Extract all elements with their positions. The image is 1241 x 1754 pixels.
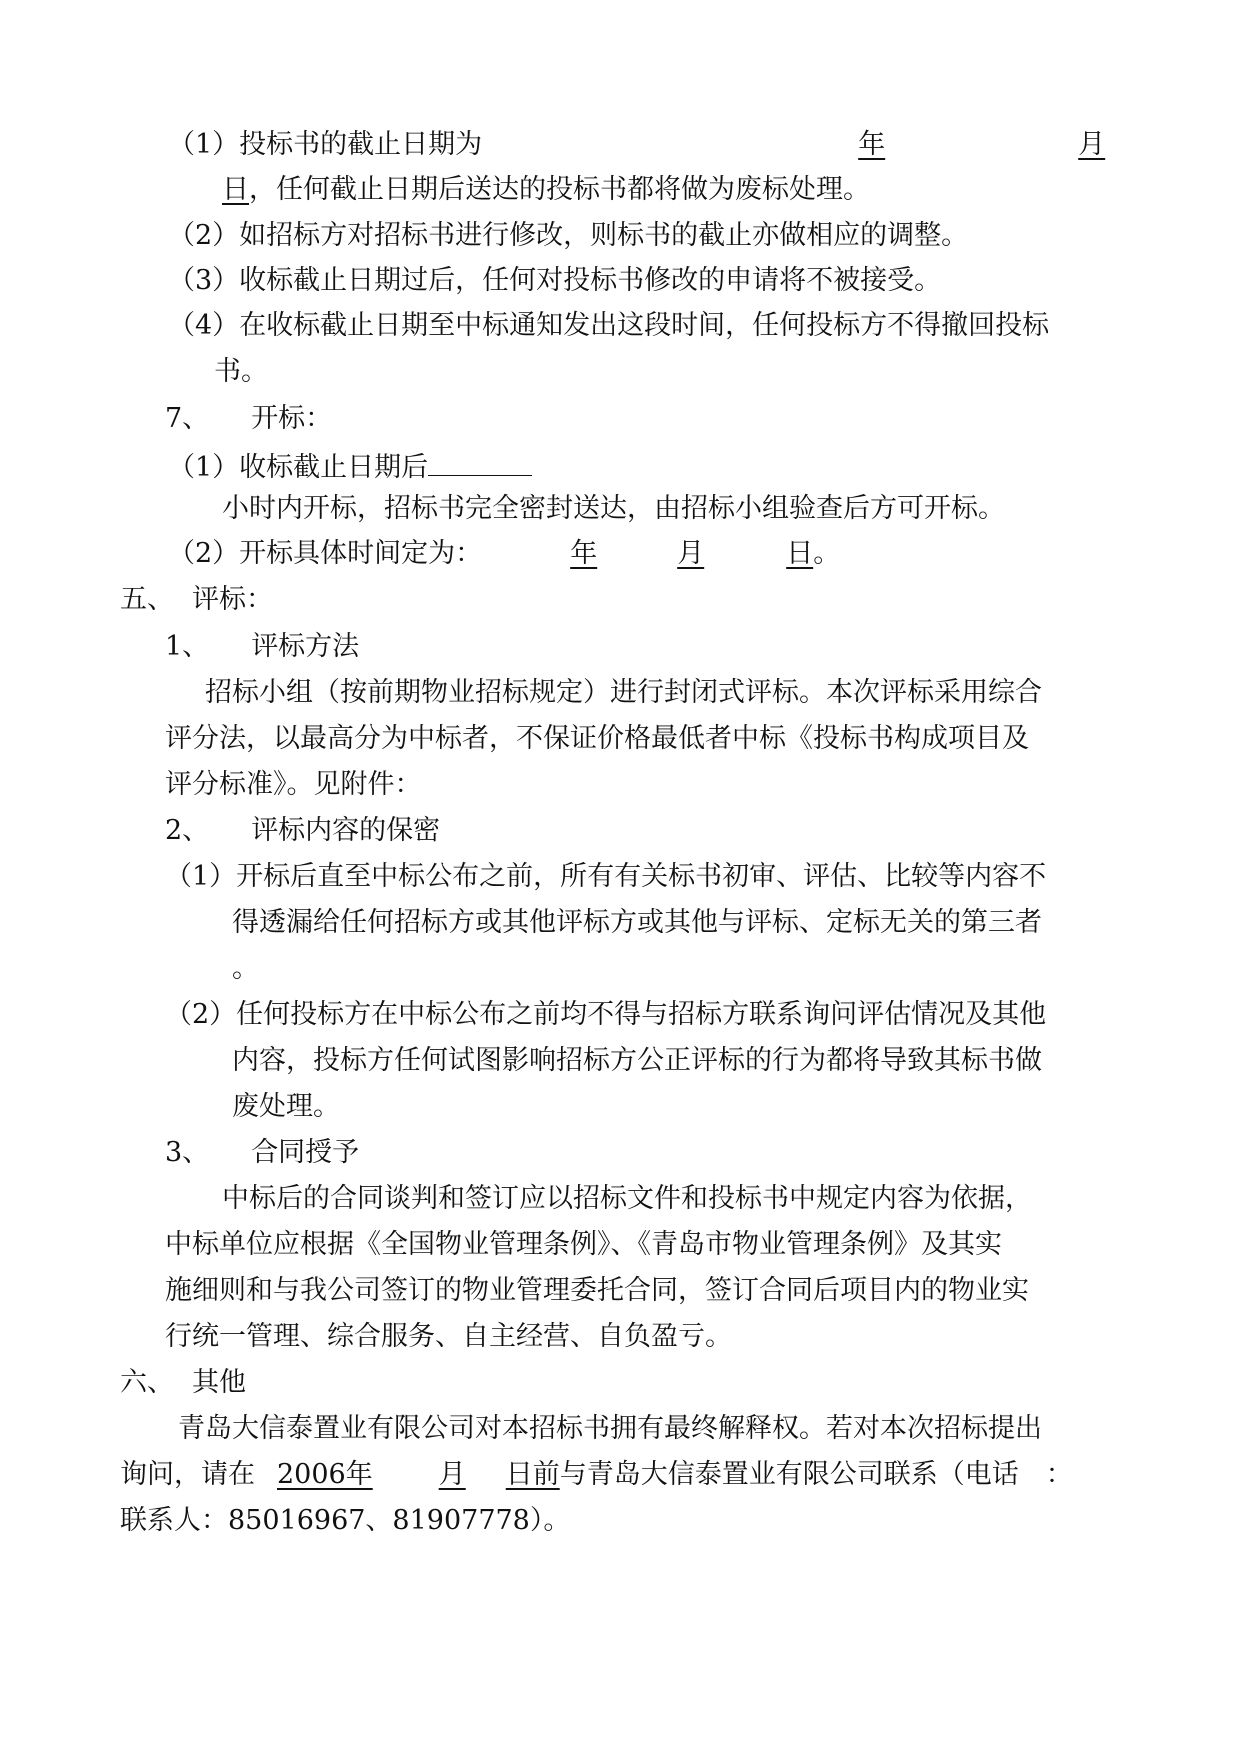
deadline-month-label: 月 [1078, 129, 1106, 160]
opening-clause-1-line2: 小时内开标，招标书完全密封送达，由招标小组验查后方可开标。 [222, 493, 1005, 524]
deadline-clause-4-line1: （4）在收标截止日期至中标通知发出这段时间，任何投标方不得撤回投标 [168, 310, 1050, 341]
opening-hours-blank [428, 447, 532, 476]
item-5-3-title: 合同授予 [251, 1137, 360, 1168]
deadline-year-label: 年 [858, 129, 886, 160]
item-7-title: 开标： [251, 403, 333, 434]
item-5-1-number: 1、 [165, 631, 210, 662]
deadline-clause-2: （2）如招标方对招标书进行修改，则标书的截止亦做相应的调整。 [168, 220, 969, 251]
deadline-date-blank [540, 129, 1105, 160]
other-line2-prefix: 询问，请在 [120, 1459, 255, 1490]
section-5-number: 五、 [120, 584, 174, 615]
item-5-2-title: 评标内容的保密 [251, 815, 441, 846]
item-5-2-number: 2、 [165, 815, 210, 846]
opening-clause-1-prefix: （1）收标截止日期后 [168, 452, 429, 483]
evaluation-method-line1: 招标小组（按前期物业招标规定）进行封闭式评标。本次评标采用综合 [205, 677, 1042, 708]
deadline-day-label: 日 [222, 174, 249, 205]
item-5-3-heading [165, 1136, 359, 1170]
evaluation-method-line2: 评分法，以最高分为中标者，不保证价格最低者中标《投标书构成项目及 [165, 723, 1029, 754]
evaluation-method-line3: 评分标准》。见附件： [165, 769, 422, 800]
opening-date-blank [482, 538, 813, 569]
inquiry-month-label: 月 [438, 1459, 466, 1490]
item-5-1-title: 评标方法 [251, 631, 360, 662]
contract-award-line1: 中标后的合同谈判和签订应以招标文件和投标书中规定内容为依据， [222, 1183, 1032, 1214]
confidentiality-clause-1-line1: （1）开标后直至中标公布之前，所有有关标书初审、评估、比较等内容不 [165, 861, 1047, 892]
opening-day-label: 日 [786, 538, 814, 569]
opening-clause-2 [168, 537, 840, 571]
confidentiality-clause-1-line2: 得透漏给任何招标方或其他评标方或其他与评标、定标无关的第三者 [232, 907, 1042, 938]
confidentiality-clause-2-line1: （2）任何投标方在中标公布之前均不得与招标方联系询问评估情况及其他 [165, 999, 1047, 1030]
deadline-clause-prefix: （1）投标书的截止日期为 [168, 129, 483, 160]
contract-award-line4: 行统一管理、综合服务、自主经营、自负盈亏。 [165, 1321, 732, 1352]
section-5-heading [120, 583, 273, 617]
inquiry-day-label: 日前 [505, 1459, 560, 1490]
section-6-number: 六、 [120, 1367, 174, 1398]
opening-clause-1-line1 [168, 447, 532, 485]
opening-year-label: 年 [570, 538, 598, 569]
confidentiality-clause-2-line2: 内容，投标方任何试图影响招标方公正评标的行为都将导致其标书做 [232, 1045, 1042, 1076]
inquiry-year-label: 2006年 [277, 1459, 373, 1490]
item-7-heading [165, 402, 332, 436]
item-5-1-heading [165, 630, 359, 664]
other-line1: 青岛大信泰置业有限公司对本招标书拥有最终解释权。若对本次招标提出 [178, 1413, 1042, 1444]
item-5-3-number: 3、 [165, 1137, 210, 1168]
opening-clause-2-prefix: （2）开标具体时间定为： [168, 538, 483, 569]
deadline-clause-line2 [222, 173, 870, 207]
item-5-2-heading [165, 814, 440, 848]
deadline-clause-line1 [168, 128, 1105, 162]
other-line3: 联系人：85016967、81907778）。 [120, 1505, 571, 1536]
other-line2 [120, 1458, 1073, 1492]
other-line2-rest: 与青岛大信泰置业有限公司联系（电话 ： [559, 1459, 1073, 1490]
item-7-number: 7、 [165, 403, 210, 434]
opening-clause-2-end: 。 [813, 538, 841, 569]
section-5-title: 评标： [192, 584, 273, 615]
deadline-clause-4-line2: 书。 [214, 356, 268, 387]
deadline-clause-rest: ，任何截止日期后送达的投标书都将做为废标处理。 [249, 174, 870, 205]
confidentiality-clause-1-line3: 。 [232, 953, 259, 984]
section-6-title: 其他 [192, 1367, 246, 1398]
section-6-heading [120, 1366, 246, 1400]
deadline-clause-3: （3）收标截止日期过后，任何对投标书修改的申请将不被接受。 [168, 265, 942, 296]
contract-award-line3: 施细则和与我公司签订的物业管理委托合同，签订合同后项目内的物业实 [165, 1275, 1029, 1306]
inquiry-date-blank [255, 1459, 560, 1490]
contract-award-line2: 中标单位应根据《全国物业管理条例》、《青岛市物业管理条例》及其实 [165, 1229, 1002, 1260]
confidentiality-clause-2-line3: 废处理。 [232, 1091, 340, 1122]
opening-month-label: 月 [677, 538, 705, 569]
